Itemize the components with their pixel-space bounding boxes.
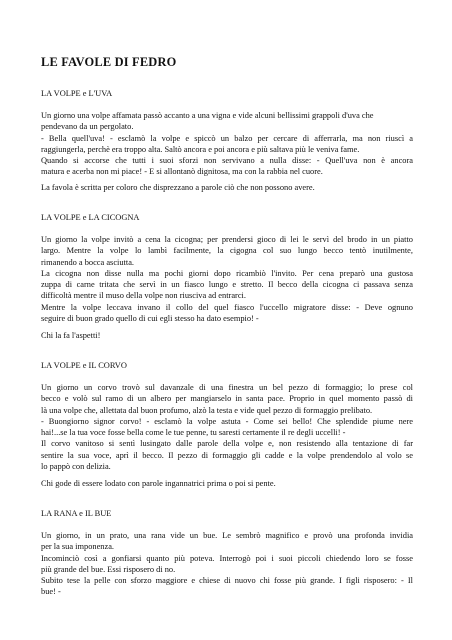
text-line: raggiungerla, perchè era troppo alta. Saltò ancora e poi ancora e più saltava più le veniva fame. — [41, 144, 360, 154]
fable-moral — [41, 182, 413, 193]
fable-body — [41, 530, 413, 598]
text-line: Quando si accorse che tutti i suoi sforzi non servivano a nulla disse: - Quell'uva non è ancora — [41, 156, 413, 166]
fable-moral — [41, 478, 413, 489]
text-line: La cicogna non disse nulla ma pochi giorni dopo ricambiò l'invito. Per cena preparò una gustosa — [41, 268, 413, 278]
text-line: per la sua imponenza. — [41, 542, 115, 552]
text-line: becco e volò sul ramo di un albero per mangiarselo in santa pace. Proprio in quel momento passò di — [41, 394, 413, 404]
fable-body — [41, 110, 413, 178]
text-line: zuppa di carne tritata che servì in un fiasco lungo e stretto. Il becco della cicogna ci passava senza — [41, 280, 413, 290]
fable-heading: LA VOLPE e IL CORVO — [41, 361, 127, 370]
text-line: La favola è scritta per coloro che disprezzano a parole ciò che non possono avere. — [41, 183, 315, 192]
fable-body — [41, 382, 413, 472]
text-line: bue! - — [41, 587, 61, 597]
text-line: Il corvo vanitoso si sentì lusingato dalle parole della volpe e, non resistendo alla tentazione di far — [41, 439, 413, 449]
text-line: rimanendo a bocca asciutta. — [41, 257, 135, 267]
text-line: - Bella quell'uva! - esclamò la volpe e spiccò un balzo per cercare di afferrarla, ma non riuscì a — [41, 133, 413, 143]
text-line: Chi gode di essere lodato con parole ingannatrici prima o poi si pente. — [41, 479, 276, 488]
text-line: Un giorno, in un prato, una rana vide un bue. Le sembrò magnifico e provò una profonda invidia — [41, 531, 413, 540]
text-line: là una volpe che, allettata dal buon profumo, alzò la testa e vide quel pezzo di formaggio prelibato. — [41, 405, 373, 415]
text-line: lo pappò con delizia. — [41, 462, 111, 472]
text-line: Incominciò così a gonfiarsi quanto più poteva. Interrogò poi i suoi piccoli chiedendo loro se fosse — [41, 553, 413, 563]
fable-heading: LA RANA e IL BUE — [41, 509, 112, 518]
fable-body — [41, 234, 413, 324]
text-line: pendevano da un pergolato. — [41, 122, 134, 132]
text-line: largo. Mentre la volpe lo lambì facilmente, la cigogna col suo lungo becco tentò inutilmente, — [41, 246, 413, 256]
document-title: LE FAVOLE DI FEDRO — [41, 55, 177, 69]
text-line: Subito tese la pelle con sforzo maggiore e chiese di nuovo chi fosse più grande. I figli risposero: - Il — [41, 576, 413, 586]
text-line: Un giorno un corvo trovò sul davanzale di una finestra un bel pezzo di formaggio; lo prese col — [41, 383, 413, 392]
text-line: hai!...se la tua voce fosse bella come le tue penne, tu saresti certamente il re degli uccelli! - — [41, 428, 346, 438]
text-line: più grande del bue. Essi risposero di no. — [41, 564, 176, 574]
text-line: - Buongiorno signor corvo! - esclamò la volpe astuta - Come sei bello! Che splendide piume nere — [41, 416, 413, 426]
text-line: Mentre la volpe leccava invano il collo del quel fiasco l'uccello migratore disse: - Deve ognuno — [41, 302, 413, 312]
text-line: difficoltà mentre il muso della volpe non riusciva ad entrarci. — [41, 291, 246, 301]
text-line: Un giorno la volpe invitò a cena la cicogna; per prendersi gioco di lei le servì del brodo in un piatto — [41, 235, 413, 244]
text-line: Un giorno una volpe affamata passò accanto a una vigna e vide alcuni bellissimi grappoli d'uva che — [41, 111, 374, 120]
fable-moral — [41, 330, 413, 341]
fable-heading: LA VOLPE e LA CICOGNA — [41, 213, 140, 222]
fable-heading: LA VOLPE e L'UVA — [41, 89, 113, 98]
text-line: seguire di buon grado quello di cui egli stesso ha dato esempio! - — [41, 314, 259, 324]
text-line: Chi la fa l'aspetti! — [41, 331, 101, 340]
text-line: matura e acerba non mi piace! - E si allontanò dignitosa, ma con la rabbia nel cuore. — [41, 167, 323, 177]
text-line: sentire la sua voce, aprì il becco. Il pezzo di formaggio gli cadde e la volpe prendendolo al volo se — [41, 450, 413, 460]
